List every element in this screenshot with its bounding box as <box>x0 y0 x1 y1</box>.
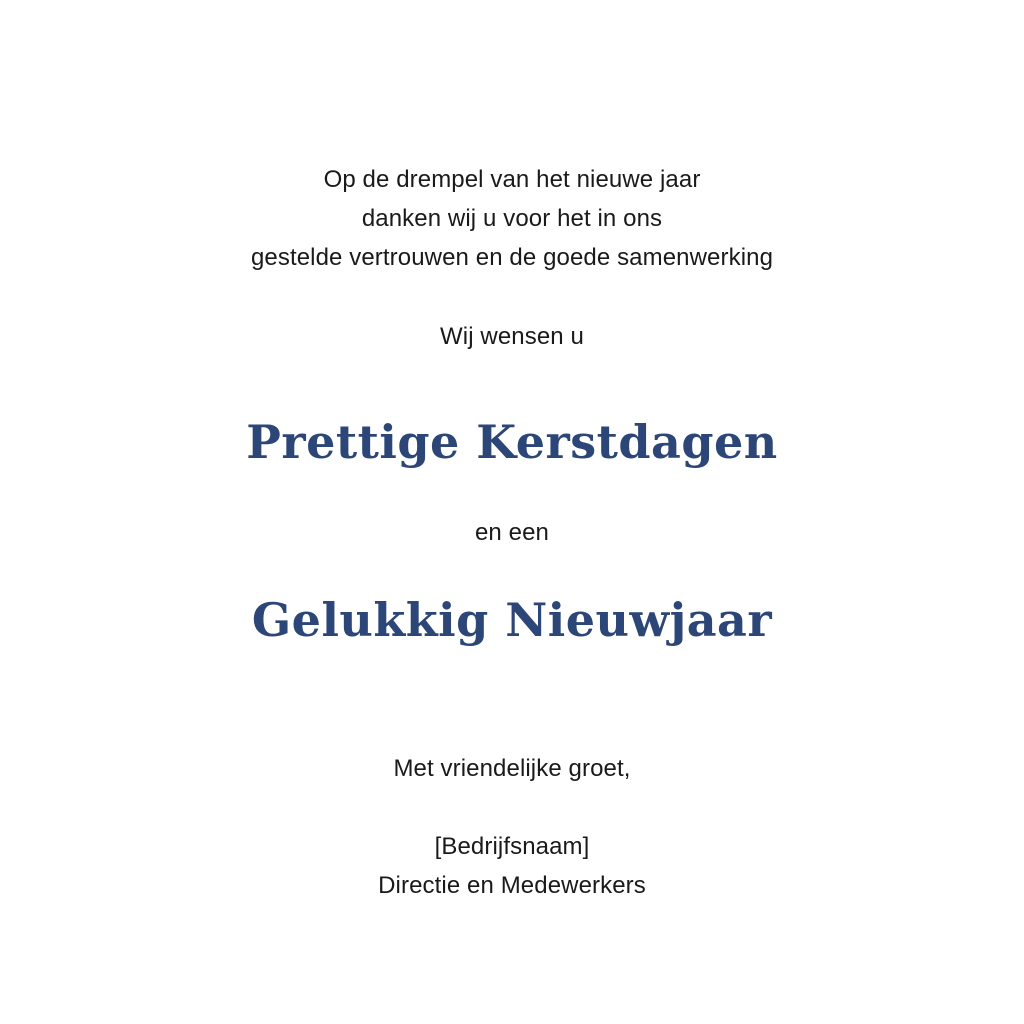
headline-christmas: Prettige Kerstdagen <box>246 415 778 469</box>
signature-line: Directie en Medewerkers <box>378 872 646 899</box>
headline-new-year: Gelukkig Nieuwjaar <box>251 593 773 647</box>
intro-line-3: gestelde vertrouwen en de goede samenwerking <box>250 244 774 271</box>
intro-line-1: Op de drempel van het nieuwe jaar <box>323 166 701 193</box>
intro-line-2: danken wij u voor het in ons <box>361 205 663 232</box>
wish-intro: Wij wensen u <box>440 323 584 350</box>
closing-greeting: Met vriendelijke groet, <box>393 755 631 782</box>
connector-text: en een <box>474 519 549 546</box>
company-name: [Bedrijfsnaam] <box>434 833 590 860</box>
